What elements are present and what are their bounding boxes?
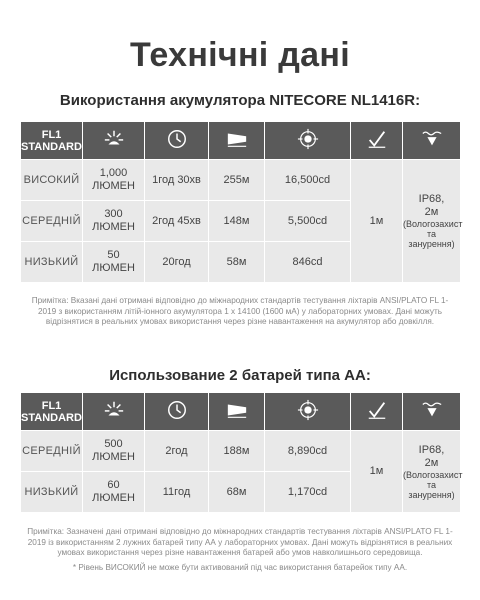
waterproof-icon — [421, 128, 443, 150]
impact-value: 1м — [369, 214, 384, 227]
distance-value: 188м — [223, 444, 250, 457]
page-title: Технічні дані — [130, 36, 350, 74]
brightness-icon — [103, 399, 125, 421]
section2-note: Примітка: Зазначені дані отримані відповідно до міжнародних стандартів тестування ліхтарів ANSI/PLATO FL 1-2019 із використанням 2 лужних батарей типу АА у лабораторних умовах. Дані можуть відрізнятися в реальних умовах використання через різне навантаження батарей або умов навколишнього середовища. — [27, 527, 453, 557]
section1-note: Примітка: Вказані дані отримані відповідно до міжнародних стандартів тестування ліхтарів ANSI/PLATO FL 1-2019 з використанням літій-іонного акумулятора 1 x 14100 (1600 мА) у лабораторних умовах. Дані можуть відрізнятися в реальних умовах використання через різне навантаження на акумулятор або довкілля. — [31, 296, 449, 326]
intensity-target-icon — [297, 128, 319, 150]
mode-label: НИЗЬКИЙ — [24, 256, 79, 268]
standard-header: FL1 STANDARD — [21, 393, 83, 431]
impact-value: 1м — [369, 465, 384, 477]
runtime-value: 2год — [165, 444, 188, 457]
lumens-value: 60 — [107, 479, 120, 491]
waterproof-rating: IP68, — [418, 443, 445, 456]
lumens-value: 500 — [104, 438, 123, 450]
distance-value: 58м — [226, 255, 247, 268]
table-row: СЕРЕДНІЙ 300 ЛЮМЕН 2год 45хв 148м 5,500cd — [21, 201, 461, 242]
section2-heading: Использование 2 батарей типа АА: — [109, 367, 371, 384]
mode-label: НИЗЬКИЙ — [24, 486, 79, 498]
distance-value: 68м — [226, 485, 247, 498]
standard-header: FL1 STANDARD — [21, 122, 83, 160]
distance-value: 255м — [223, 173, 250, 186]
intensity-value: 16,500cd — [284, 173, 331, 186]
lumens-value: 50 — [107, 249, 120, 261]
table-row: СЕРЕДНІЙ 500 ЛЮМЕН 2год 188м 8,890cd 1м IP68, 2м (Вологозахист та занурення) — [21, 431, 461, 472]
lumens-value: 300 — [104, 208, 123, 220]
waterproof-icon — [421, 399, 443, 421]
section1-heading: Використання акумулятора NITECORE NL1416R: — [59, 92, 421, 109]
waterproof-note: (Вологозахист та занурення) — [403, 219, 463, 249]
intensity-value: 8,890cd — [287, 444, 328, 457]
mode-label: СЕРЕДНІЙ — [22, 445, 81, 457]
table-row: НИЗЬКИЙ 60 ЛЮМЕН 11год 68м 1,170cd — [21, 472, 461, 513]
intensity-value: 5,500cd — [287, 214, 328, 227]
distance-value: 148м — [223, 214, 250, 227]
section2-footnote: * Рівень ВИСОКИЙ не може бути активований під час використання батарейок типу АА. — [72, 563, 408, 572]
spec-table-aa — [20, 392, 461, 513]
spec-table-rechargeable — [20, 121, 461, 283]
impact-resistance-icon — [366, 128, 388, 150]
beam-distance-icon — [226, 128, 248, 150]
mode-label: ВИСОКИЙ — [23, 174, 80, 186]
beam-distance-icon — [226, 399, 248, 421]
clock-icon — [166, 399, 188, 421]
lumens-value: 1,000 — [99, 167, 128, 179]
waterproof-rating: IP68, — [418, 193, 445, 205]
table-row: ВИСОКИЙ 1,000 ЛЮМЕН 1год 30хв 255м 16,500cd 1м IP68, 2м (Вологозахист та занурення) — [21, 160, 461, 201]
runtime-value: 2год 45хв — [152, 214, 201, 227]
clock-icon — [166, 128, 188, 150]
impact-resistance-icon — [366, 399, 388, 421]
intensity-target-icon — [297, 399, 319, 421]
mode-label: СЕРЕДНІЙ — [22, 215, 81, 227]
runtime-value: 20год — [162, 255, 191, 268]
waterproof-depth: 2м — [424, 206, 439, 218]
waterproof-depth: 2м — [424, 456, 439, 469]
table-row: НИЗЬКИЙ 50 ЛЮМЕН 20год 58м 846cd — [21, 242, 461, 283]
runtime-value: 11год — [162, 485, 191, 498]
brightness-icon — [103, 128, 125, 150]
waterproof-note: (Вологозахист та занурення) — [403, 469, 463, 500]
intensity-value: 1,170cd — [287, 485, 328, 498]
intensity-value: 846cd — [292, 255, 323, 268]
runtime-value: 1год 30хв — [152, 173, 201, 186]
